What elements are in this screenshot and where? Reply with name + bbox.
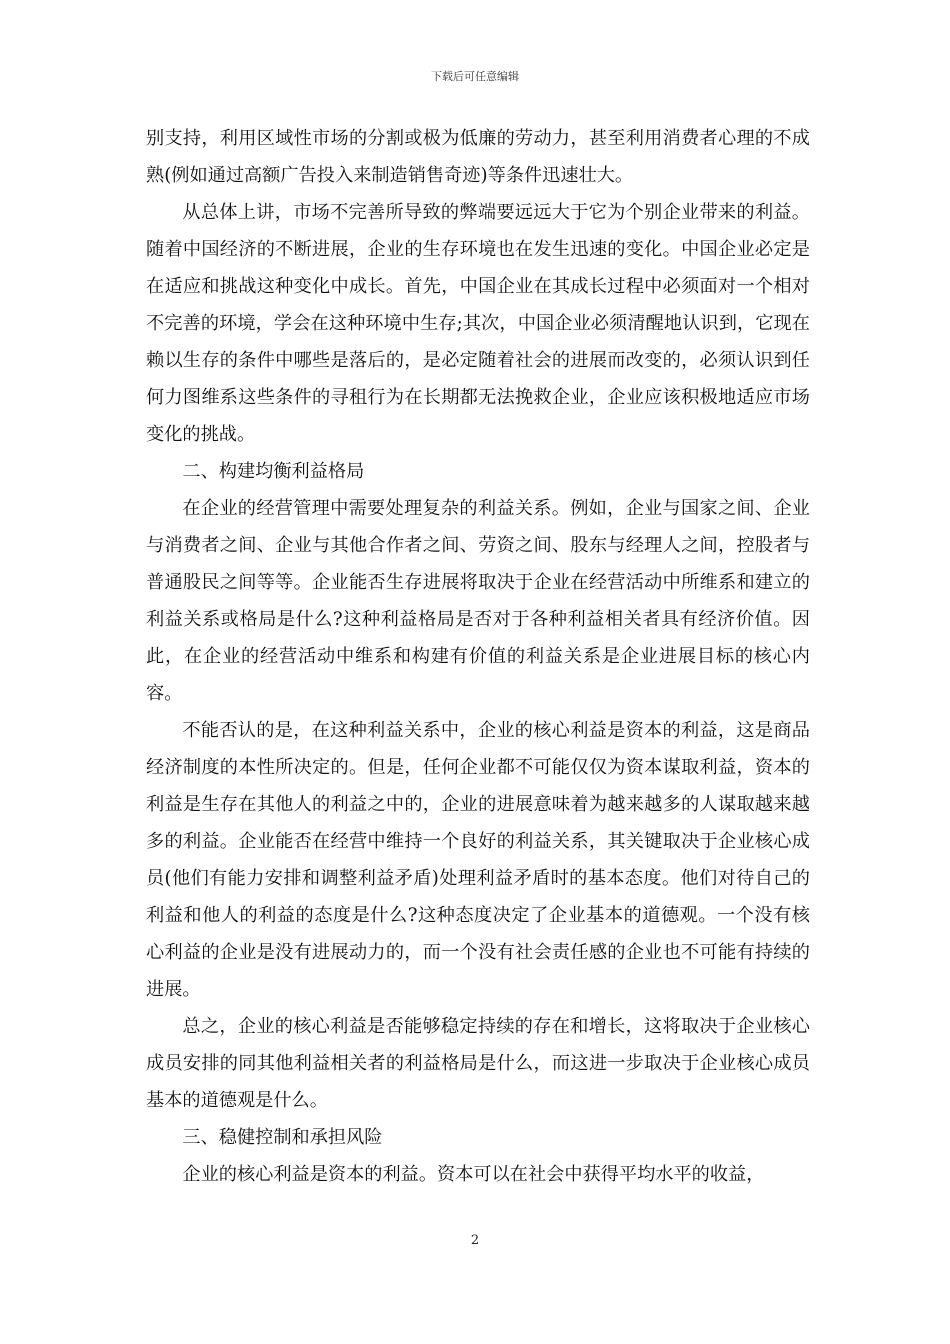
section-heading-2: 二、构建均衡利益格局 xyxy=(182,461,365,482)
section-heading-3: 三、稳健控制和承担风险 xyxy=(182,1127,383,1148)
page-number: 2 xyxy=(470,1233,480,1248)
paragraph-capital-interest: 企业的核心利益是资本的利益。资本可以在社会中获得平均水平的收益， xyxy=(182,1164,765,1185)
document-body xyxy=(146,120,810,1193)
page-header: 下载后可任意编辑 xyxy=(431,70,519,83)
paragraph-interest-relations: 在企业的经营管理中需要处理复杂的利益关系。例如，企业与国家之间、企业与消费者之间、企业与其他合作者之间、劳资之间、股东与经理人之间，控股者与普通股民之间等等。企业能否生存进展将取决于企业在经营活动中所维系和建立的利益关系或格局是什么?这种利益格局是否对于各种利益相关者具有经济价值。因此，在企业的经营活动中维系和构建有价值的利益关系是企业进展目标的核心内容。 xyxy=(146,498,810,704)
paragraph-summary: 总之，企业的核心利益是否能够稳定持续的存在和增长，这将取决于企业核心成员安排的同其他利益相关者的利益格局是什么，而这进一步取决于企业核心成员基本的道德观是什么。 xyxy=(146,1016,810,1111)
paragraph-core-interest: 不能否认的是，在这种利益关系中，企业的核心利益是资本的利益，这是商品经济制度的本性所决定的。但是，任何企业都不可能仅仅为资本谋取利益，资本的利益是生存在其他人的利益之中的，企业的进展意味着为越来越多的人谋取越来越多的利益。企业能否在经营中维持一个良好的利益关系，其关键取决于企业核心成员(他们有能力安排和调整利益矛盾)处理利益矛盾时的基本态度。他们对待自己的利益和他人的利益的态度是什么?这种态度决定了企业基本的道德观。一个没有核心利益的企业是没有进展动力的，而一个没有社会责任感的企业也不可能有持续的进展。 xyxy=(146,720,810,1000)
paragraph-continuation: 别支持，利用区域性市场的分割或极为低廉的劳动力，甚至利用消费者心理的不成熟(例如通过高额广告投入来制造销售奇迹)等条件迅速壮大。 xyxy=(146,128,810,186)
paragraph-market-imperfection: 从总体上讲，市场不完善所导致的弊端要远远大于它为个别企业带来的利益。随着中国经济的不断进展，企业的生存环境也在发生迅速的变化。中国企业必定是在适应和挑战这种变化中成长。首先，中国企业在其成长过程中必须面对一个相对不完善的环境，学会在这种环境中生存;其次，中国企业必须清醒地认识到，它现在赖以生存的条件中哪些是落后的，是必定随着社会的进展而改变的，必须认识到任何力图维系这些条件的寻租行为在长期都无法挽救企业，企业应该积极地适应市场变化的挑战。 xyxy=(146,202,810,445)
